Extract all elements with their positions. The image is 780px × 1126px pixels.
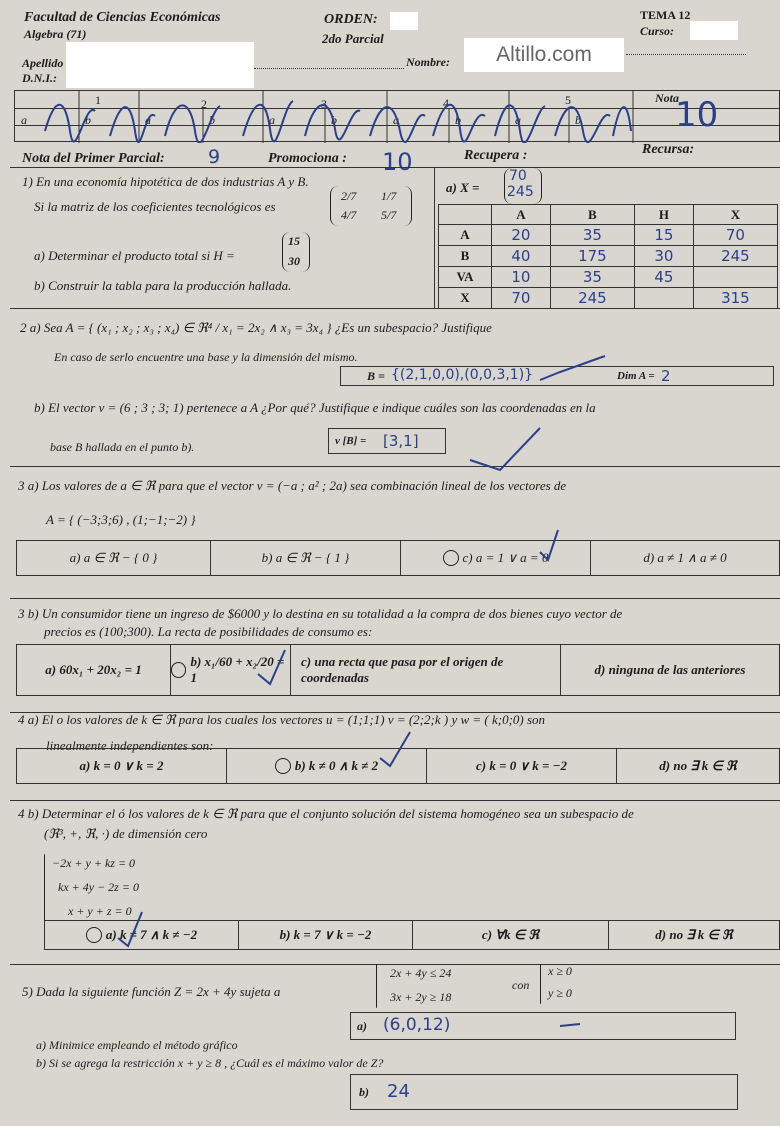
grid-letter: a [269, 113, 275, 127]
grid-letter: b [85, 113, 91, 127]
primer-parcial-value: 9 [208, 146, 221, 168]
q5-answer-b-label: b) [359, 1085, 369, 1099]
q1-intro: 1) En una economía hipotética de dos industrias A y B. [22, 174, 309, 189]
table-header-cell: H [634, 205, 693, 225]
table-cell: 40 [492, 246, 551, 267]
q2-coord-value: [3,1] [383, 432, 419, 450]
apellido-line [254, 68, 404, 69]
q4b-eq: −2x + y + kz = 0 [52, 856, 136, 870]
divider [10, 598, 780, 599]
table-row [439, 288, 778, 309]
q3b-option-b[interactable] [171, 645, 291, 695]
recupera-label: Recupera : [464, 148, 528, 163]
q5-sign: y ≥ 0 [548, 986, 572, 1000]
q2-part-b: b) El vector v = (6 ; 3 ; 3; 1) pertenece a A ¿Por qué? Justifique e indique cuáles son las coordenadas en la [34, 400, 596, 415]
table-cell [634, 288, 693, 309]
q1-h-value: 30 [288, 254, 300, 268]
grid-number-1: 1 [95, 93, 101, 107]
q4a-option-d[interactable]: d) no ∃ k ∈ ℜ [659, 758, 737, 773]
selected-mark-icon [171, 662, 186, 678]
table-cell: 70 [492, 288, 551, 309]
q2-coord-answer-box [328, 428, 446, 454]
q1-matrix-cell: 2/7 [341, 189, 357, 203]
q3b-text2: precios es (100;300). La recta de posibilidades de consumo es: [44, 624, 373, 639]
q2-part-a: 2 a) Sea A = { (x₁ ; x₂ ; x₃ ; x₄) ∈ ℜ⁴ / x₁ = 2x₂ ∧ x₃ = 3x₄ } ¿Es un subespacio? Justifique [20, 320, 492, 335]
table-cell: 10 [492, 267, 551, 288]
q5-con-label: con [512, 978, 530, 992]
q4a-option-b[interactable] [227, 749, 427, 783]
table-header-cell: X [693, 205, 777, 225]
q3a-option-c-text: c) a = 1 ∨ a = 0 [462, 550, 549, 565]
grid-letter: b [331, 113, 337, 127]
table-cell: 245 [693, 246, 777, 267]
q3a-option-b[interactable]: b) a ∈ ℜ − { 1 } [211, 541, 401, 575]
q3b-options [16, 644, 780, 696]
q1-production-table [438, 204, 778, 309]
q3a-set: A = { (−3;3;6) , (1;−1;−2) } [46, 512, 196, 527]
table-cell: 70 [693, 225, 777, 246]
q4b-eq: x + y + z = 0 [68, 904, 132, 918]
table-header-cell: A [492, 205, 551, 225]
selected-mark-icon [86, 927, 102, 943]
q3b-option-c[interactable]: c) una recta que pasa por el origen de coordenadas [291, 645, 561, 695]
q5-answer-a-value: (6,0,12) [383, 1015, 451, 1035]
q2-base-label: B = [367, 369, 385, 383]
q2-part-b-sub: base B hallada en el punto b). [50, 440, 195, 454]
q3a-text: 3 a) Los valores de a ∈ ℜ para que el vector v = (−a ; a² ; 2a) sea combinación lineal de los vectores de [18, 478, 567, 493]
q4b-option-c[interactable]: c) ∀k ∈ ℜ [413, 921, 609, 949]
exam-title: 2do Parcial [322, 31, 384, 46]
q2-base-answer-box [340, 366, 774, 386]
divider [10, 800, 780, 801]
q1-part-b: b) Construir la tabla para la producción hallada. [34, 278, 292, 293]
q4b-option-a[interactable] [45, 921, 239, 949]
q1-answer-label: a) X = [446, 180, 480, 195]
divider [10, 964, 780, 965]
promociona-label: Promociona : [268, 151, 347, 166]
grid-letter: a [21, 113, 27, 127]
table-cell [693, 267, 777, 288]
faculty-title: Facultad de Ciencias Económicas [24, 10, 221, 25]
q5-part-b: b) Si se agrega la restricción x + y ≥ 8 , ¿Cuál es el máximo valor de Z? [36, 1056, 384, 1070]
q5-constraint: 3x + 2y ≥ 18 [390, 990, 452, 1004]
q5-text: 5) Dada la siguiente función Z = 2x + 4y sujeta a [22, 984, 281, 999]
q1-matrix-text: Si la matriz de los coeficientes tecnológicos es [34, 199, 276, 214]
table-header-cell [439, 205, 492, 225]
grid-letter: a [393, 113, 399, 127]
grades-grid [14, 90, 780, 142]
q2-part-a-sub: En caso de serlo encuentre una base y la dimensión del mismo. [54, 350, 358, 364]
table-row [439, 225, 778, 246]
q5-answer-b-value: 24 [387, 1081, 410, 1102]
q5-constraint: 2x + 4y ≤ 24 [390, 966, 452, 980]
table-cell: 315 [693, 288, 777, 309]
table-cell: 45 [634, 267, 693, 288]
q1-part-a: a) Determinar el producto total si H = [34, 248, 235, 263]
grid-nota-value: 10 [675, 95, 719, 135]
q1-answer-value: 245 [507, 184, 534, 200]
q4b-text2: (ℜ³, +, ℜ, ·) de dimensión cero [44, 826, 208, 841]
q2-base-value: {(2,1,0,0),(0,0,3,1)} [391, 367, 534, 383]
recursa-label: Recursa: [642, 142, 695, 157]
q1-matrix [330, 186, 412, 226]
divider [10, 167, 780, 168]
q1-h-value: 15 [288, 234, 300, 248]
q4a-text2: linealmente independientes son: [46, 738, 214, 753]
q3b-text: 3 b) Un consumidor tiene un ingreso de $6000 y lo destina en su totalidad a la compra de dos bienes cuyo vector de [18, 606, 623, 621]
grid-letter: a [145, 113, 151, 127]
q5-answer-a-box [350, 1012, 736, 1040]
table-cell: VA [439, 267, 492, 288]
grid-letter: a [515, 113, 521, 127]
q4b-options [44, 920, 780, 950]
table-cell: 175 [550, 246, 634, 267]
table-row [439, 267, 778, 288]
q1-matrix-cell: 4/7 [341, 208, 357, 222]
dni-label: D.N.I.: [22, 71, 57, 85]
q3b-option-b-text: b) x₁/60 + x₂/20 = 1 [190, 654, 285, 685]
table-cell: B [439, 246, 492, 267]
q5-sign: x ≥ 0 [548, 964, 572, 978]
table-header-cell: B [550, 205, 634, 225]
q4a-option-c[interactable]: c) k = 0 ∨ k = −2 [427, 749, 617, 783]
q1-matrix-cell: 5/7 [381, 208, 397, 222]
q5-answer-b-box [350, 1074, 738, 1110]
grid-letter: b [575, 113, 581, 127]
q5-answer-a-label: a) [357, 1019, 367, 1033]
grid-number-2: 2 [201, 97, 207, 111]
q3a-option-c[interactable] [401, 541, 591, 575]
watermark: Altillo.com [464, 38, 624, 72]
q2-dim-value: 2 [661, 367, 671, 385]
curso-redaction [690, 21, 738, 40]
table-cell: A [439, 225, 492, 246]
q4b-text: 4 b) Determinar el ó los valores de k ∈ ℜ para que el conjunto solución del sistema homogéneo sea un subespacio de [18, 806, 634, 821]
grid-letter: b [209, 113, 215, 127]
q1-h-vector [282, 232, 310, 272]
q3a-option-a[interactable]: a) a ∈ ℜ − { 0 } [17, 541, 211, 575]
divider [10, 466, 780, 467]
grid-nota-label: Nota [655, 91, 679, 105]
grid-number-5: 5 [565, 93, 571, 107]
q4a-option-b-text: b) k ≠ 0 ∧ k ≠ 2 [294, 758, 379, 773]
q4b-option-b[interactable]: b) k = 7 ∨ k = −2 [239, 921, 413, 949]
q4a-text: 4 a) El o los valores de k ∈ ℜ para los cuales los vectores u = (1;1;1) v = (2;2;k ) y w = ( k;0;0) son [18, 712, 546, 727]
q4a-option-a[interactable]: a) k = 0 ∨ k = 2 [17, 749, 227, 783]
q1-vertical-divider [434, 168, 435, 308]
curso-label: Curso: [640, 24, 675, 38]
q3b-option-a[interactable]: a) 60x₁ + 20x₂ = 1 [17, 645, 171, 695]
q3a-option-d[interactable]: d) a ≠ 1 ∧ a ≠ 0 [643, 550, 727, 565]
divider [10, 308, 780, 309]
apellido-redaction [66, 42, 254, 88]
nombre-line [626, 54, 746, 55]
table-cell: X [439, 288, 492, 309]
table-cell: 20 [492, 225, 551, 246]
selected-mark-icon [443, 550, 459, 566]
primer-parcial-label: Nota del Primer Parcial: [22, 151, 165, 166]
q4b-system-brace [44, 854, 45, 924]
q4b-eq: kx + 4y − 2z = 0 [58, 880, 139, 894]
nombre-label: Nombre: [406, 55, 450, 69]
q2-dim-label: Dim A = [617, 370, 655, 382]
q3b-option-d[interactable]: d) ninguna de las anteriores [594, 662, 746, 677]
apellido-label: Apellido [22, 56, 64, 70]
table-cell: 35 [550, 267, 634, 288]
promociona-value: 10 [382, 148, 413, 176]
table-cell: 15 [634, 225, 693, 246]
table-row [439, 246, 778, 267]
q1-matrix-cell: 1/7 [381, 189, 397, 203]
q4a-options [16, 748, 780, 784]
orden-label: ORDEN: [324, 12, 378, 27]
tema-label: TEMA 12 [640, 8, 691, 22]
grid-number-3: 3 [321, 97, 327, 111]
grid-lines-and-signatures [15, 91, 780, 143]
q5-constraints-brace [376, 964, 377, 1008]
q4b-option-d[interactable]: d) no ∃ k ∈ ℜ [655, 927, 733, 942]
q1-answer-value: 70 [509, 168, 527, 184]
q5-sign-brace [540, 964, 541, 1004]
q4b-option-a-text: a) k ≠ 7 ∧ k ≠ −2 [105, 927, 198, 942]
table-cell: 245 [550, 288, 634, 309]
table-cell: 30 [634, 246, 693, 267]
q3a-options [16, 540, 780, 576]
grid-letter: b [455, 113, 461, 127]
orden-redaction [390, 12, 418, 30]
table-cell: 35 [550, 225, 634, 246]
course-name: Algebra (71) [24, 27, 87, 41]
q2-coord-label: v [B] = [335, 435, 367, 447]
q5-part-a: a) Minimice empleando el método gráfico [36, 1038, 238, 1052]
selected-mark-icon [275, 758, 291, 774]
grid-number-4: 4 [443, 96, 449, 110]
q1-answer-vector [504, 168, 542, 204]
